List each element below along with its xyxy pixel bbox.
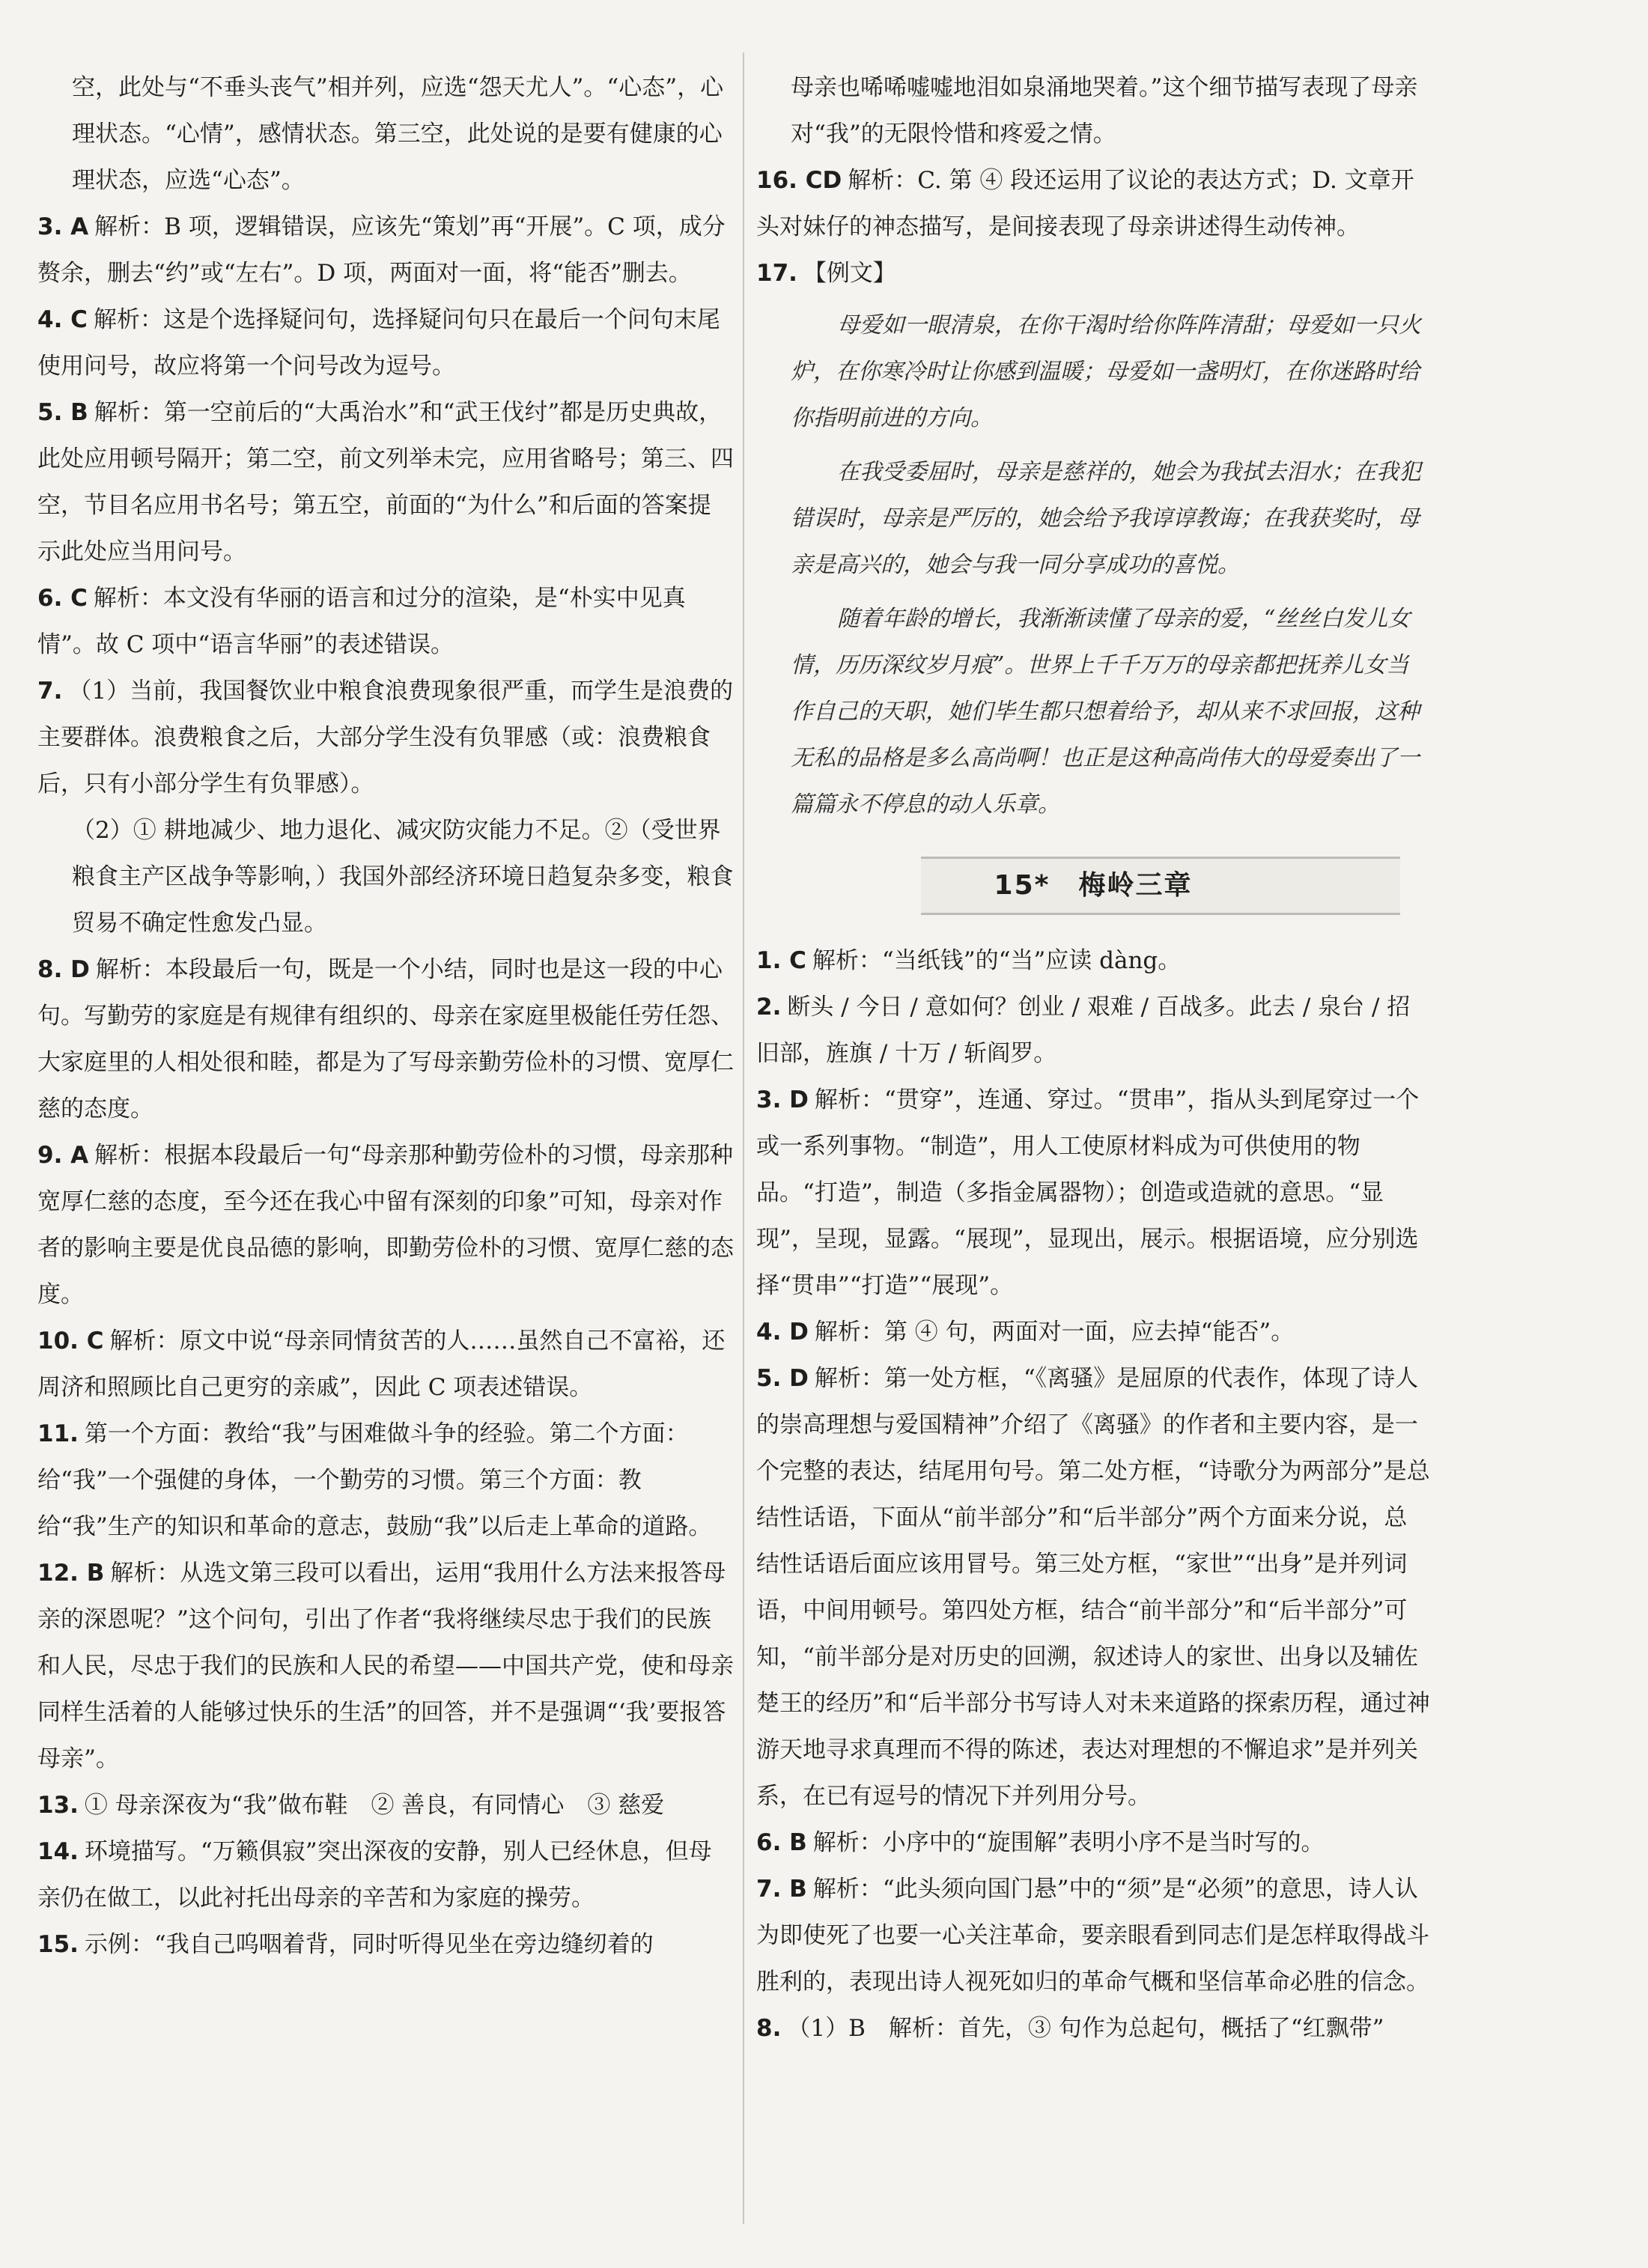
answer-number: 4. C xyxy=(37,306,88,333)
answer-item xyxy=(37,64,734,204)
answer-text: 解析：这是个选择疑问句，选择疑问句只在最后一个问句末尾使用问号，故应将第一个问号改为逗号。 xyxy=(37,306,720,380)
right-column xyxy=(756,64,1430,2052)
answer-number: 8. D xyxy=(37,956,90,983)
answer-text: 解析：小序中的“旋围解”表明小序不是当时写的。 xyxy=(812,1829,1325,1856)
answer-item xyxy=(756,64,1430,157)
answer-item xyxy=(756,2005,1430,2052)
answer-number: 15. xyxy=(37,1931,79,1958)
answer-item xyxy=(37,1921,734,1968)
answer-item xyxy=(37,946,734,1132)
answer-number: 13. xyxy=(37,1792,79,1819)
answer-text: 环境描写。“万籁俱寂”突出深夜的安静，别人已经休息，但母亲仍在做工，以此衬托出母亲的辛苦和为家庭的操劳。 xyxy=(37,1838,712,1912)
column-divider xyxy=(743,52,744,2224)
answer-item xyxy=(756,1355,1430,1819)
example-essay xyxy=(756,302,1430,828)
answer-number: 6. C xyxy=(37,585,88,612)
answer-number: 9. A xyxy=(37,1142,89,1169)
answer-number: 3. D xyxy=(756,1086,809,1113)
answer-number: 5. B xyxy=(37,399,88,426)
answer-number: 4. D xyxy=(756,1319,809,1346)
answer-item xyxy=(37,575,734,668)
answer-number: 7. B xyxy=(756,1876,807,1903)
section-heading xyxy=(756,857,1430,915)
answer-item xyxy=(37,1132,734,1318)
answer-text: 解析：本段最后一句，既是一个小结，同时也是这一段的中心句。写勤劳的家庭是有规律有组织的、母亲在家庭里极能任劳任怨、大家庭里的人相处很和睦，都是为了写母亲勤劳俭朴的习惯、宽厚仁慈的态度。 xyxy=(37,956,734,1122)
answer-text: （1）当前，我国餐饮业中粮食浪费现象很严重，而学生是浪费的主要群体。浪费粮食之后，大部分学生没有负罪感（或：浪费粮食后，只有小部分学生有负罪感）。 xyxy=(37,678,734,797)
answer-text: ① 母亲深夜为“我”做布鞋 ② 善良，有同情心 ③ 慈爱 xyxy=(84,1792,665,1819)
answer-text: （1）B 解析：首先，③ 句作为总起句，概括了“红飘带” xyxy=(787,2015,1384,2042)
section-title: 15* 梅岭三章 xyxy=(994,870,1193,901)
answer-number: 7. xyxy=(37,678,63,705)
answer-item xyxy=(37,389,734,575)
answer-text: 解析：第 ④ 句，两面对一面，应去掉“能否”。 xyxy=(814,1319,1295,1346)
answer-item xyxy=(756,1819,1430,1866)
answer-item xyxy=(756,1309,1430,1355)
answer-item xyxy=(37,1782,734,1828)
answer-number: 5. D xyxy=(756,1365,809,1392)
answer-item xyxy=(756,1077,1430,1309)
answer-item xyxy=(37,1318,734,1411)
answer-text: 母亲也唏唏嘘嘘地泪如泉涌地哭着。”这个细节描写表现了母亲对“我”的无限怜惜和疼爱之情。 xyxy=(791,74,1418,148)
answer-text: 解析：B 项，逻辑错误，应该先“策划”再“开展”。C 项，成分赘余，删去“约”或“左右”。D 项，两面对一面，将“能否”删去。 xyxy=(37,213,726,287)
left-column xyxy=(37,64,734,1968)
answer-text: 解析：C. 第 ④ 段还运用了议论的表达方式；D. 文章开头对妹仔的神态描写，是间接表现了母亲讲述得生动传神。 xyxy=(756,167,1414,240)
answer-number: 2. xyxy=(756,994,782,1021)
answer-number: 12. B xyxy=(37,1560,105,1587)
answer-item xyxy=(756,250,1430,297)
answer-text: （2）① 耕地减少、地力退化、减灾防灾能力不足。②（受世界粮食主产区战争等影响，）我国外部经济环境日趋复杂多变，粮食贸易不确定性愈发凸显。 xyxy=(72,817,734,937)
answer-text: 解析：从选文第三段可以看出，运用“我用什么方法来报答母亲的深恩呢？”这个问句，引出了作者“我将继续尽忠于我们的民族和人民，尽忠于我们的民族和人民的希望——中国共产党，使和母亲同样生活着的人能够过快乐的生活”的回答，并不是强调“‘我’要报答母亲”。 xyxy=(37,1560,734,1772)
answer-number: 6. B xyxy=(756,1829,807,1856)
answer-text: 解析：第一处方框，“《离骚》是屈原的代表作，体现了诗人的崇高理想与爱国精神”介绍了《离骚》的作者和主要内容，是一个完整的表达，结尾用句号。第二处方框，“诗歌分为两部分”是总结性话语，下面从“前半部分”和“后半部分”两个方面来分说，总结性话语后面应该用冒号。第三处方框，“家世”“出身”是并列词语，中间用顿号。第四处方框，结合“前半部分”和“后半部分”可知，“前半部分是对历史的回溯，叙述诗人的家世、出身以及辅佐楚王的经历”和“后半部分书写诗人对未来道路的探索历程，通过神游天地寻求真理而不得的陈述，表达对理想的不懈追求”是并列关系，在已有逗号的情况下并列用分号。 xyxy=(756,1365,1430,1810)
answer-item xyxy=(37,297,734,389)
answer-text: 解析：“此头须向国门悬”中的“须”是“必须”的意思，诗人认为即使死了也要一心关注革命，要亲眼看到同志们是怎样取得战斗胜利的，表现出诗人视死如归的革命气概和坚信革命必胜的信念。 xyxy=(756,1876,1429,1995)
answer-number: 8. xyxy=(756,2015,782,2042)
answer-item xyxy=(756,1866,1430,2005)
essay-paragraph: 母爱如一眼清泉，在你干渴时给你阵阵清甜；母爱如一只火炉，在你寒冷时让你感到温暖；母爱如一盏明灯，在你迷路时给你指明前进的方向。 xyxy=(791,312,1421,431)
answer-number: 3. A xyxy=(37,213,89,240)
answer-item xyxy=(37,807,734,946)
answer-text: 解析：第一空前后的“大禹治水”和“武王伐纣”都是历史典故，此处应用顿号隔开；第二空，前文列举未完，应用省略号；第三、四空，节目名应用书名号；第五空，前面的“为什么”和后面的答案提示此处应当用问号。 xyxy=(37,399,734,565)
answer-text: 解析：“贯穿”，连通、穿过。“贯串”，指从头到尾穿过一个或一系列事物。“制造”，用人工使原材料成为可供使用的物品。“打造”，制造（多指金属器物）；创造或造就的意思。“显现”，呈现，显露。“展现”，显现出，展示。根据语境，应分别选择“贯串”“打造”“展现”。 xyxy=(756,1086,1420,1299)
answer-text: 断头 / 今日 / 意如何？创业 / 艰难 / 百战多。此去 / 泉台 / 招旧部，旌旗 / 十万 / 斩阎罗。 xyxy=(756,994,1411,1067)
right-top-answers xyxy=(756,64,1430,297)
answer-number: 10. C xyxy=(37,1328,104,1355)
answer-text: 示例：“我自己呜咽着背，同时听得见坐在旁边缝纫着的 xyxy=(84,1931,654,1958)
answer-item xyxy=(37,1411,734,1550)
answer-item xyxy=(37,668,734,807)
answer-item xyxy=(37,1550,734,1782)
answer-item xyxy=(37,1828,734,1921)
answer-number: 14. xyxy=(37,1838,79,1865)
answer-text: 第一个方面：教给“我”与困难做斗争的经验。第二个方面：给“我”一个强健的身体，一个勤劳的习惯。第三个方面：教给“我”生产的知识和革命的意志，鼓励“我”以后走上革命的道路。 xyxy=(37,1420,712,1540)
answer-text: 解析：根据本段最后一句“母亲那种勤劳俭朴的习惯，母亲那种宽厚仁慈的态度，至今还在我心中留有深刻的印象”可知，母亲对作者的影响主要是优良品德的影响，即勤劳俭朴的习惯、宽厚仁慈的态度。 xyxy=(37,1142,734,1308)
answer-item xyxy=(37,204,734,297)
answer-text: 解析：原文中说“母亲同情贫苦的人……虽然自己不富裕，还周济和照顾比自己更穷的亲戚”，因此 C 项表述错误。 xyxy=(37,1328,726,1401)
answer-text: 解析：“当纸钱”的“当”应读 dàng。 xyxy=(812,947,1182,974)
answer-number: 17. xyxy=(756,260,797,287)
answer-number: 16. CD xyxy=(756,167,842,194)
answer-item xyxy=(756,984,1430,1077)
answer-item xyxy=(756,937,1430,984)
right-bottom-answers xyxy=(756,937,1430,2052)
answer-text: 解析：本文没有华丽的语言和过分的渲染，是“朴实中见真情”。故 C 项中“语言华丽”的表述错误。 xyxy=(37,585,686,658)
answer-text: 空，此处与“不垂头丧气”相并列，应选“怨天尤人”。“心态”，心理状态。“心情”，感情状态。第三空，此处说的是要有健康的心理状态，应选“心态”。 xyxy=(72,74,724,194)
answer-number: 1. C xyxy=(756,947,806,974)
essay-paragraph: 随着年龄的增长，我渐渐读懂了母亲的爱，“丝丝白发儿女情，历历深纹岁月痕”。世界上千千万万的母亲都把抚养儿女当作自己的天职，她们毕生都只想着给予，却从来不求回报，这种无私的品格是多么高尚啊！也正是这种高尚伟大的母爱奏出了一篇篇永不停息的动人乐章。 xyxy=(791,606,1420,818)
answer-text: 【例文】 xyxy=(803,260,896,287)
essay-paragraph: 在我受委屈时，母亲是慈祥的，她会为我拭去泪水；在我犯错误时，母亲是严厉的，她会给予我谆谆教诲；在我获奖时，母亲是高兴的，她会与我一同分享成功的喜悦。 xyxy=(791,459,1421,578)
answer-number: 11. xyxy=(37,1420,79,1447)
answer-item xyxy=(756,157,1430,250)
